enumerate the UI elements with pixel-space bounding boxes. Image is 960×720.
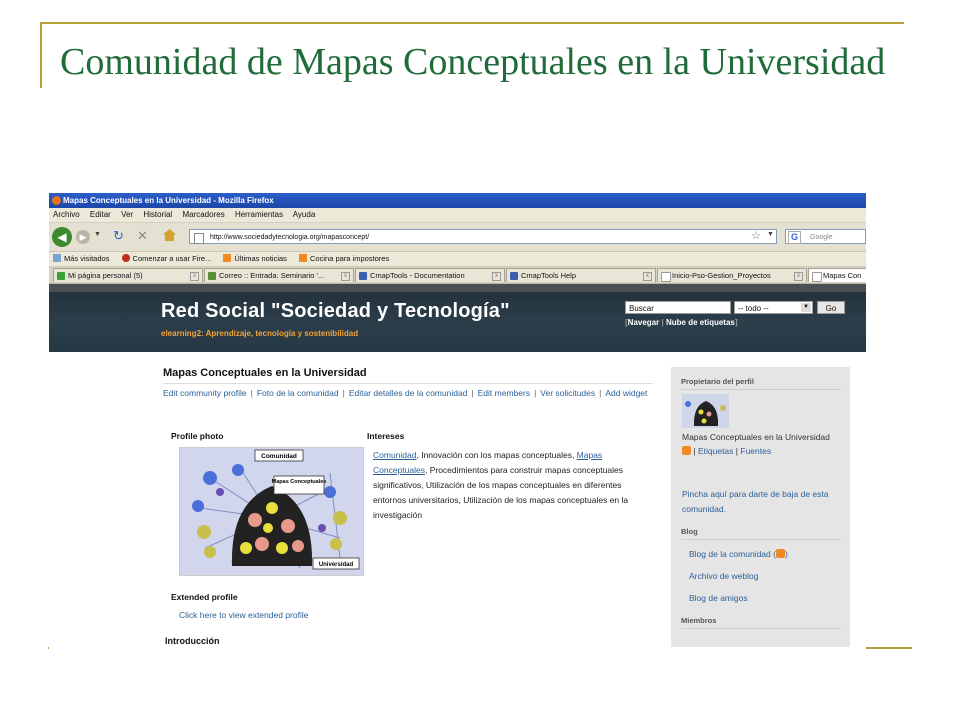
leave-community-link[interactable]: Pincha aquí para darte de baja de esta comunidad. [682, 489, 829, 514]
bookmark-folder-icon [53, 254, 61, 262]
extended-profile-link[interactable]: Click here to view extended profile [179, 610, 309, 620]
edit-profile-link[interactable]: Edit community profile [163, 388, 247, 398]
window-title: Mapas Conceptuales en la Universidad - Mozilla Firefox [63, 196, 274, 205]
tab-mi-pagina[interactable]: Mi página personal (5) x [53, 268, 203, 282]
interest-link-comunidad[interactable]: Comunidad [373, 450, 417, 460]
page-icon [812, 272, 822, 282]
slide-title: Comunidad de Mapas Conceptuales en la Universidad [60, 41, 886, 83]
menu-editar[interactable]: Editar [89, 210, 111, 219]
page-content [49, 352, 866, 662]
introduction-heading: Introducción [165, 636, 220, 646]
menu-herramientas[interactable]: Herramientas [234, 210, 283, 219]
address-bar[interactable] [189, 229, 777, 244]
bookmark-item[interactable]: Cocina para impostores [299, 252, 389, 266]
etiquetas-link[interactable]: Etiquetas [697, 446, 734, 456]
community-profile-photo [179, 447, 364, 576]
menu-bar [49, 208, 866, 223]
profile-photo-heading: Profile photo [171, 431, 224, 441]
cmap-icon [359, 272, 367, 280]
firefox-bookmark-icon [122, 254, 130, 262]
tab-inicio-pso[interactable]: Inicio-Pso-Gestion_Proyectos x [657, 268, 807, 282]
bookmark-item[interactable]: Más visitados [53, 252, 109, 266]
fuentes-link[interactable]: Fuentes [740, 446, 772, 456]
rss-icon[interactable] [776, 549, 785, 558]
owner-avatar[interactable] [682, 394, 729, 428]
tab-cmaptools-help[interactable]: CmapTools Help x [506, 268, 656, 282]
site-search-input[interactable]: Buscar [625, 301, 731, 314]
slide-bottom-rule [866, 647, 912, 649]
blog-heading: Blog [681, 527, 698, 536]
url-dropdown-icon[interactable]: ▼ [767, 231, 774, 238]
google-icon: G [788, 231, 801, 244]
community-actions: Edit community profile | Foto de la comunidad | Editar detalles de la comunidad | Edit members | Ver solicitudes | Add widget [163, 383, 653, 401]
page-icon [661, 272, 671, 282]
mail-icon [208, 272, 216, 280]
blog-community-link[interactable]: Blog de la comunidad ( ) [689, 549, 788, 559]
map-label-universidad: Universidad [318, 562, 354, 568]
address-url: http://www.sociedadytecnologia.org/mapasconcept/ [210, 234, 370, 241]
owner-name[interactable]: Mapas Conceptuales en la Universidad [682, 432, 830, 442]
search-scope-select[interactable]: -- todo -- ▼ [734, 301, 813, 314]
site-top-strip [49, 284, 866, 292]
navigation-toolbar [49, 223, 866, 252]
site-banner [49, 292, 866, 352]
bookmark-star-icon[interactable]: ☆ [751, 230, 761, 242]
bookmark-item[interactable]: Últimas noticias [223, 252, 287, 266]
map-label-mapas: Mapas Conceptuales [271, 479, 327, 485]
extended-profile-heading: Extended profile [171, 592, 238, 602]
banner-links: [Navegar | Nube de etiquetas] [625, 318, 738, 327]
edit-members-link[interactable]: Edit members [477, 388, 531, 398]
owner-heading: Propietario del perfil [681, 377, 754, 386]
search-engine-placeholder: Google [810, 234, 833, 241]
sidebar-divider [681, 539, 841, 540]
slide-left-rule [40, 22, 42, 88]
owner-links: | Etiquetas | Fuentes [682, 444, 771, 459]
tab-mapas-active[interactable]: Mapas Con [808, 268, 866, 282]
history-dropdown-icon[interactable]: ▼ [94, 231, 101, 238]
blog-friends-link[interactable]: Blog de amigos [689, 593, 748, 603]
window-titlebar [49, 193, 866, 208]
browser-screenshot [49, 193, 866, 675]
tab-close-icon[interactable]: x [643, 272, 652, 281]
sidebar-divider [681, 628, 841, 629]
plus-icon [57, 272, 65, 280]
tab-bar [49, 267, 866, 284]
reload-icon[interactable]: ↻ [113, 228, 124, 243]
view-requests-link[interactable]: Ver solicitudes [540, 388, 596, 398]
map-label-comunidad: Comunidad [261, 453, 297, 460]
page-icon [194, 233, 204, 244]
chevron-down-icon: ▼ [801, 303, 811, 312]
rss-icon[interactable] [682, 446, 691, 455]
page-title: Mapas Conceptuales en la Universidad [163, 367, 367, 379]
back-arrow-icon[interactable]: ◀ [52, 227, 72, 247]
home-icon[interactable] [163, 229, 176, 241]
stop-icon[interactable]: ✕ [137, 228, 148, 243]
interest-link-mapas[interactable]: Mapas Conceptuales [373, 450, 603, 475]
bookmarks-toolbar [49, 252, 866, 267]
search-go-button[interactable]: Go [817, 301, 845, 314]
bookmark-item[interactable]: Comenzar a usar Fire... [122, 252, 212, 266]
cmap-icon [510, 272, 518, 280]
profile-sidebar [671, 367, 850, 647]
tab-close-icon[interactable]: x [341, 272, 350, 281]
members-heading: Miembros [681, 616, 717, 625]
tag-cloud-link[interactable]: Nube de etiquetas [665, 318, 735, 327]
interests-heading: Intereses [367, 431, 405, 441]
menu-ver[interactable]: Ver [121, 210, 134, 219]
tab-cmaptools-doc[interactable]: CmapTools - Documentation x [355, 268, 505, 282]
interests-list: Comunidad, Innovación con los mapas conceptuales, Mapas Conceptuales, Procedimientos para construir mapas conceptuales significativos, Utilización de los mapas conceptuales en diferentes entornos universitarios, Utilización de los mapas conceptuales en la investigación [373, 450, 629, 520]
search-engine-box[interactable] [785, 229, 866, 244]
tab-correo[interactable]: Correo :: Entrada: Seminario '... x [204, 268, 354, 282]
tab-close-icon[interactable]: x [794, 272, 803, 281]
slide-top-rule [40, 22, 904, 24]
forward-arrow-icon[interactable]: ▶ [76, 230, 90, 244]
concept-map-image [180, 448, 363, 575]
sidebar-divider [681, 389, 841, 390]
edit-details-link[interactable]: Editar detalles de la comunidad [348, 388, 468, 398]
menu-historial[interactable]: Historial [143, 210, 173, 219]
site-tagline: elearning2: Aprendizaje, tecnología y sostenibilidad [161, 329, 359, 338]
firefox-icon [52, 196, 61, 205]
add-widget-link[interactable]: Add widget [605, 388, 648, 398]
community-photo-link[interactable]: Foto de la comunidad [256, 388, 339, 398]
tab-close-icon[interactable]: x [492, 272, 501, 281]
menu-archivo[interactable]: Archivo [53, 210, 80, 219]
menu-marcadores[interactable]: Marcadores [182, 210, 225, 219]
tab-close-icon[interactable]: x [190, 272, 199, 281]
navegar-link[interactable]: Navegar [627, 318, 660, 327]
rss-icon [299, 254, 307, 262]
rss-icon [223, 254, 231, 262]
site-name: Red Social "Sociedad y Tecnología" [161, 300, 510, 322]
menu-ayuda[interactable]: Ayuda [292, 210, 316, 219]
blog-archive-link[interactable]: Archivo de weblog [689, 571, 759, 581]
